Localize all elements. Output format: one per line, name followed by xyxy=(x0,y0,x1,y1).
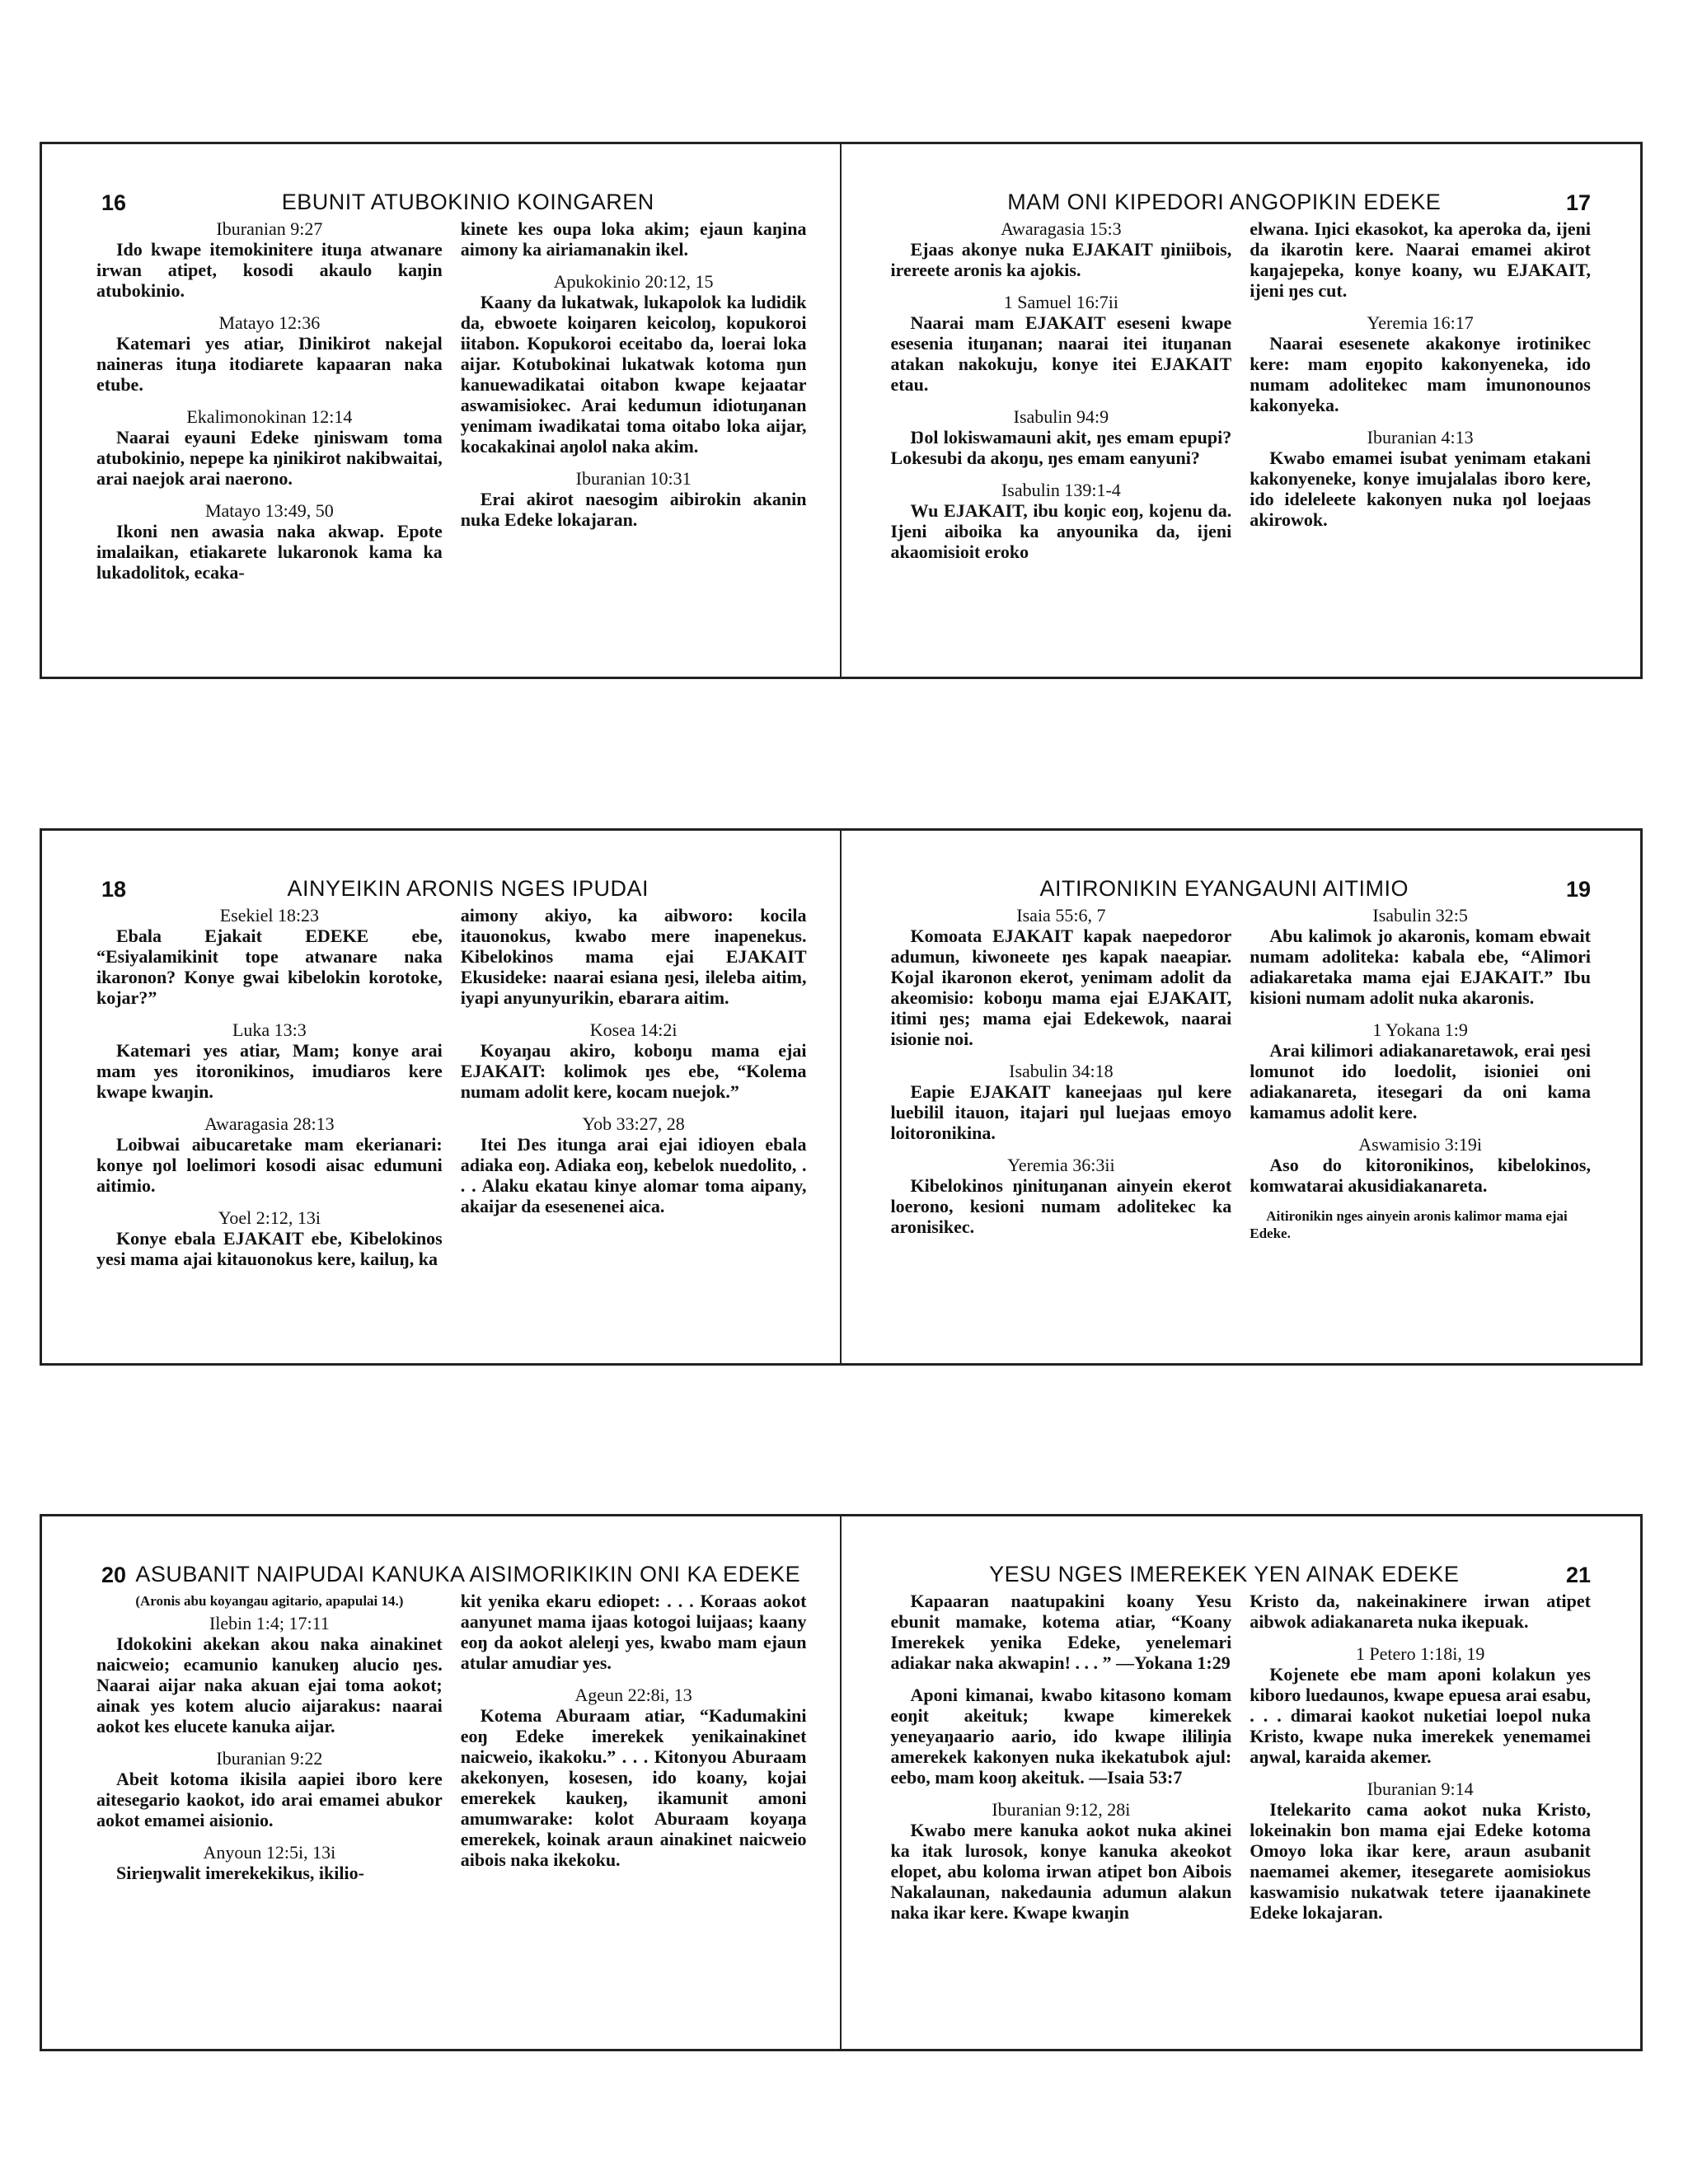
scripture-reference: Isabulin 34:18 xyxy=(1009,1061,1114,1082)
scripture-reference: Aswamisio 3:19i xyxy=(1358,1134,1482,1155)
scripture-text-continued: kinete kes oupa loka akim; ejaun kaŋina aimony ka airiamanakin ikel. xyxy=(460,218,807,260)
scripture-entry xyxy=(1250,1779,1591,1923)
scripture-entry xyxy=(96,218,443,301)
scripture-reference: Iburanian 9:22 xyxy=(216,1748,323,1769)
scripture-text: Naarai esesenete akakonye irotinikec kere: mam eŋopito kakonyeneka, ido numam adolitekec mam imunonounos kakonyeka. xyxy=(1250,333,1591,416)
page-20 xyxy=(42,1516,842,2049)
scripture-entry xyxy=(96,1207,443,1269)
column-right xyxy=(461,218,807,594)
scripture-text: Kibelokinos ŋinituŋanan ainyein ekerot loerono, kesioni numam adolitekec ka aronisikec. xyxy=(890,1175,1232,1238)
scripture-reference: Matayo 13:49, 50 xyxy=(204,500,334,522)
scripture-text: Aso do kitoronikinos, kibelokinos, komwatarai akusidiakanareta. xyxy=(1250,1155,1591,1197)
scripture-reference: Iburanian 10:31 xyxy=(575,468,692,490)
spread-20-21 xyxy=(40,1514,1643,2051)
scripture-entry xyxy=(461,905,807,1008)
page-16 xyxy=(42,144,842,677)
column-left xyxy=(96,1591,443,1895)
scripture-entry xyxy=(891,292,1232,395)
scripture-entry xyxy=(96,1748,443,1830)
scripture-entry xyxy=(891,480,1232,562)
scripture-entry xyxy=(96,312,443,395)
scripture-reference: Isabulin 139:1-4 xyxy=(1001,480,1121,501)
scripture-text: Katemari yes atiar, Ŋinikirot nakejal naineras ituŋa itodiarete kapaaran naka etube. xyxy=(96,333,443,396)
column-left xyxy=(891,905,1232,1249)
column-left xyxy=(96,905,443,1281)
scripture-entry xyxy=(461,271,807,457)
column-right xyxy=(1250,1591,1591,1934)
scripture-text: Erai akirot naesogim aibirokin akanin nuka Edeke lokajaran. xyxy=(460,489,807,531)
scripture-text: Arai kilimori adiakanaretawok, erai ŋesi lomunot ido loedolit, isioniei oni adiakanareta, itesegari da oni kama kamamus adolit kere. xyxy=(1250,1040,1591,1123)
scripture-entry xyxy=(461,1591,807,1673)
scripture-text: Kwabo mere kanuka aokot nuka akinei ka itak lurosok, konye kanuka akeokot elopet, abu koloma irwan atipet bon Aibois Nakalaunan, nakedaunia adumun alakun naka ikar kere. Kwape kwaŋin xyxy=(890,1820,1232,1924)
scripture-text: Koyaŋau akiro, koboŋu mama ejai EJAKAIT: kolimok ŋes ebe, “Kolema numam adolit kere, kocam nuejok.” xyxy=(460,1040,807,1103)
scripture-entry xyxy=(461,1113,807,1216)
scripture-entry xyxy=(96,1113,443,1196)
column-right xyxy=(461,1591,807,1895)
page-number: 20 xyxy=(101,1563,127,1587)
scripture-entry xyxy=(461,468,807,530)
scripture-text: Ikoni nen awasia naka akwap. Epote imalaikan, etiakarete lukaronok kama ka lukadolitok, ecaka- xyxy=(96,521,443,583)
scripture-entry xyxy=(96,406,443,489)
scripture-text: Kapaaran naatupakini koany Yesu ebunit mamake, kotema atiar, “Koany Imerekek yenika Edeke, yenelemari adiakar naka akwapin! . . . ” —Yokana 1:29 xyxy=(890,1591,1232,1674)
scripture-text: Wu EJAKAIT, ibu koŋic eoŋ, kojenu da. Ijeni aiboika ka anyounika da, ijeni akaomisioit eroko xyxy=(890,500,1232,563)
scripture-text: Ebala Ejakait EDEKE ebe, “Esiyalamikinit tope atwanare naka ikaronon? Konye gwai kibelokin korotoke, kojar?” xyxy=(96,926,443,1009)
scripture-entry xyxy=(891,1685,1232,1788)
page-number: 16 xyxy=(101,190,127,215)
scripture-text: Kojenete ebe mam aponi kolakun yes kiboro luedaunos, kwape epuesa arai esabu, . . . dimarai kaokot nuketiai loepol nuka Kristo, kwape nuka imerekek yenemamei aŋwal, karaida akemer. xyxy=(1250,1664,1591,1768)
scripture-text: Sirieŋwalit imerekekikus, ikilio- xyxy=(116,1863,364,1884)
page-number: 18 xyxy=(101,877,127,902)
scripture-text: Naarai eyauni Edeke ŋiniswam toma atubokinio, nepepe ka ŋinikirot nakibwaitai, arai naejok arai naerono. xyxy=(96,427,443,490)
column-left xyxy=(891,218,1232,574)
scripture-reference: Kosea 14:2i xyxy=(589,1019,678,1041)
scripture-entry xyxy=(96,1019,443,1102)
scripture-text: Idokokini akekan akou naka ainakinet naicweio; ecamunio kanukeŋ alucio ŋes. Naarai aijar naka akuan ejai toma aokot; ainak yes kotem alucio aijarakus: naarai aokot kes elucete kanuka aijar. xyxy=(96,1633,443,1737)
scripture-text: Ejaas akonye nuka EJAKAIT ŋiniibois, irereete aronis ka ajokis. xyxy=(890,239,1232,281)
scripture-entry xyxy=(891,1591,1232,1673)
scripture-text: Konye ebala EJAKAIT ebe, Kibelokinos yesi mama ajai kitauonokus kere, kailuŋ, ka xyxy=(96,1228,443,1270)
column-left xyxy=(891,1591,1232,1934)
column-right xyxy=(1250,218,1591,574)
scripture-entry xyxy=(891,406,1232,468)
page-18 xyxy=(42,831,842,1363)
spread-16-17 xyxy=(40,142,1643,679)
scripture-reference: Iburanian 4:13 xyxy=(1367,427,1474,448)
scripture-text-continued: kit yenika ekaru ediopet: . . . Koraas aokot aanyunet mama ijaas kotogoi luijaas; kaany eoŋ da aokot aleleŋi yes, kwabo mam ejaun atular amudiar yes. xyxy=(460,1591,807,1674)
scripture-text: Ŋol lokiswamauni akit, ŋes emam epupi? Lokesubi da akoŋu, ŋes emam eanyuni? xyxy=(890,427,1232,469)
scripture-reference: Isabulin 94:9 xyxy=(1013,406,1109,428)
scripture-text: Itelekarito cama aokot nuka Kristo, lokeinakin bon mama ejai Edeke kotoma Omoyo loka ikar kere, araun asubanit naemamei akemer, itesegarete aomisiokus kaswamisio nukatwak tetere ijaanakinete Edeke lokajaran. xyxy=(1250,1799,1591,1924)
scripture-entry xyxy=(461,1685,807,1870)
scripture-text: Aponi kimanai, kwabo kitasono komam eoŋit akeituk; kwape kimerekek yeneyaŋaario aario, ido kwape ililiŋia amerekek kakonyen nuka ikekatubok ajul: eebo, mam kooŋ akeituk. —Isaia 53:7 xyxy=(890,1685,1232,1788)
scripture-reference: Iburanian 9:12, 28i xyxy=(992,1799,1131,1821)
scripture-reference: 1 Petero 1:18i, 19 xyxy=(1355,1643,1485,1665)
scripture-entry xyxy=(96,1842,443,1883)
scripture-reference: Awaragasia 15:3 xyxy=(1001,218,1122,240)
scripture-text: Naarai mam EJAKAIT eseseni kwape esesenia ituŋanan; naarai itei ituŋanan atakan nakokuju, konye itei EJAKAIT etau. xyxy=(890,312,1232,396)
scripture-reference: Awaragasia 28:13 xyxy=(204,1113,335,1135)
scripture-reference: Luka 13:3 xyxy=(232,1019,307,1041)
scripture-reference: Yeremia 36:3ii xyxy=(1007,1155,1115,1176)
page-title: AINYEIKIN ARONIS NGES IPUDAI xyxy=(287,876,649,901)
scripture-reference: Matayo 12:36 xyxy=(218,312,321,334)
scripture-entry xyxy=(891,1799,1232,1923)
page-title: YESU NGES IMEREKEK YEN AINAK EDEKE xyxy=(989,1562,1460,1586)
scripture-entry xyxy=(1250,1134,1591,1196)
scripture-entry xyxy=(1250,312,1591,415)
scripture-entry xyxy=(891,905,1232,1049)
scripture-text: Kaany da lukatwak, lukapolok ka ludidik da, ebwoete koiŋaren keicoloŋ, kopukoroi iitabon. Kopukoroi eceitabo da, loerai loka aijar. Kotubokinai lukatwak kotoma ŋun kanuewadikatai oitabon kwape kejaatar aswamisiokec. Arai kedumun idiotuŋanan yenimam iwadikatai toma oitabo loka aijar, kocakakinai aŋolol naka akim. xyxy=(460,292,807,457)
scripture-reference: Ageun 22:8i, 13 xyxy=(574,1685,692,1706)
page-number: 21 xyxy=(1565,1563,1591,1587)
scripture-reference: Yob 33:27, 28 xyxy=(582,1113,685,1135)
scripture-reference: 1 Samuel 16:7ii xyxy=(1003,292,1119,313)
scripture-entry xyxy=(1250,1019,1591,1122)
page-21 xyxy=(842,1516,1641,2049)
scripture-entry xyxy=(96,1613,443,1736)
page-title: ASUBANIT NAIPUDAI KANUKA AISIMORIKIKIN ONI KA EDEKE xyxy=(135,1562,801,1586)
column-right xyxy=(1250,905,1591,1249)
scripture-text-continued: aimony akiyo, ka aibworo: kocila itauonokus, kwabo mere inapenekus. Kibelokinos mama ejai EJAKAIT Ekusideke: naarai esiana ŋesi, ileleba aitim, iyapi anyunyurikin, ebarara aitim. xyxy=(460,905,807,1009)
scripture-text: Komoata EJAKAIT kapak naepedoror adumun, kiwoneete ŋes kapak naeapiar. Kojal ikaronon ekerot, yenimam adolit da akeomisio: koboŋu mama ejai EJAKAIT, itimi ŋes; mama ejai Edekewok, naarai isionie noi. xyxy=(890,926,1232,1050)
footnote: Aitironikin nges ainyein aronis kalimor mama ejai Edeke. xyxy=(1250,1208,1568,1242)
scripture-entry xyxy=(1250,427,1591,530)
scripture-text-continued: Kristo da, nakeinakinere irwan atipet aibwok adiakanareta nuka ikepuak. xyxy=(1250,1591,1591,1633)
scripture-entry xyxy=(891,1155,1232,1237)
scripture-reference: Ilebin 1:4; 17:11 xyxy=(209,1613,330,1634)
column-right xyxy=(461,905,807,1281)
scripture-reference: 1 Yokana 1:9 xyxy=(1372,1019,1468,1041)
scripture-entry xyxy=(1250,1643,1591,1767)
scripture-entry xyxy=(1250,905,1591,1008)
spread-18-19 xyxy=(40,828,1643,1366)
scripture-reference: Yoel 2:12, 13i xyxy=(218,1207,321,1229)
scripture-text: Itei Ŋes itunga arai ejai idioyen ebala adiaka eoŋ. Adiaka eoŋ, kebelok nuedolito, . . . Alaku ekatau kinye alomar toma aipany, akaijar da esesenenei aica. xyxy=(460,1134,807,1217)
page-number: 19 xyxy=(1565,877,1591,902)
column-left xyxy=(96,218,443,594)
scripture-entry xyxy=(96,500,443,583)
scripture-text: Abu kalimok jo akaronis, komam ebwait numam adoliteka: kabala ebe, “Alimori adiakaretaka mama ejai EJAKAIT.” Ibu kisioni numam adolit nuka akaronis. xyxy=(1250,926,1591,1009)
scripture-text: Kwabo emamei isubat yenimam etakani kakonyeneke, konye imujalalas iboro kere, ido ideleleete kakonyen nuka ŋol loejaas akirowok. xyxy=(1250,448,1591,531)
scripture-text: Katemari yes atiar, Mam; konye arai mam yes itoronikinos, imudiaros kere kwape kwaŋin. xyxy=(96,1040,443,1103)
scripture-reference: Anyoun 12:5i, 13i xyxy=(203,1842,336,1863)
scripture-text: Abeit kotoma ikisila aapiei iboro kere aitesegario kaokot, ido arai emamei abukor aokot emamei aisionio. xyxy=(96,1769,443,1831)
scripture-text: Ido kwape itemokinitere ituŋa atwanare irwan atipet, kosodi akaulo kaŋin atubokinio. xyxy=(96,239,443,302)
page-19 xyxy=(842,831,1641,1363)
scripture-text: Eapie EJAKAIT kaneejaas ŋul kere luebilil itauon, itajari ŋul luejaas emoyo loitoronikina. xyxy=(890,1081,1232,1144)
scripture-entry xyxy=(461,1019,807,1102)
page-17 xyxy=(842,144,1641,677)
page-title: EBUNIT ATUBOKINIO KOINGAREN xyxy=(281,190,654,214)
section-note: (Aronis abu koyangau agitario, apapulai 14.) xyxy=(135,1593,404,1610)
scripture-text: Loibwai aibucaretake mam ekerianari: konye ŋol loelimori kosodi aisac edumuni aitimio. xyxy=(96,1134,443,1197)
scripture-reference: Isaia 55:6, 7 xyxy=(1016,905,1106,926)
scripture-reference: Yeremia 16:17 xyxy=(1367,312,1474,334)
page-title: AITIRONIKIN EYANGAUNI AITIMIO xyxy=(1039,876,1409,901)
scripture-reference: Apukokinio 20:12, 15 xyxy=(553,271,714,293)
scripture-reference: Isabulin 32:5 xyxy=(1372,905,1468,926)
scripture-text: Kotema Aburaam atiar, “Kadumakini eoŋ Edeke imerekek yenikainakinet naicweio, ikakoku.” . . . Kitonyou Aburaam akekonyen, kosesen, ido koany, kojai emerekek kaukeŋ, ikamunit amoni amumwarake: kolot Aburaam koyaŋa emerekek, koinak araun ainakinet naicweio aibois naka ikekoku. xyxy=(460,1705,807,1871)
page-title: MAM ONI KIPEDORI ANGOPIKIN EDEKE xyxy=(1007,190,1442,214)
scripture-entry xyxy=(461,218,807,260)
scripture-entry xyxy=(891,1061,1232,1143)
scripture-entry xyxy=(1250,1591,1591,1632)
scripture-reference: Esekiel 18:23 xyxy=(219,905,320,926)
scripture-reference: Ekalimonokinan 12:14 xyxy=(186,406,353,428)
scripture-reference: Iburanian 9:14 xyxy=(1367,1779,1474,1800)
scripture-reference: Iburanian 9:27 xyxy=(216,218,323,240)
scripture-entry xyxy=(96,905,443,1008)
page-number: 17 xyxy=(1565,190,1591,215)
scripture-entry xyxy=(1250,218,1591,301)
scripture-entry xyxy=(891,218,1232,280)
scripture-text-continued: elwana. Iŋici ekasokot, ka aperoka da, ijeni da ikarotin kere. Naarai emamei akirot kaŋajepeka, konye koany, wu EJAKAIT, ijeni ŋes cut. xyxy=(1250,218,1591,302)
